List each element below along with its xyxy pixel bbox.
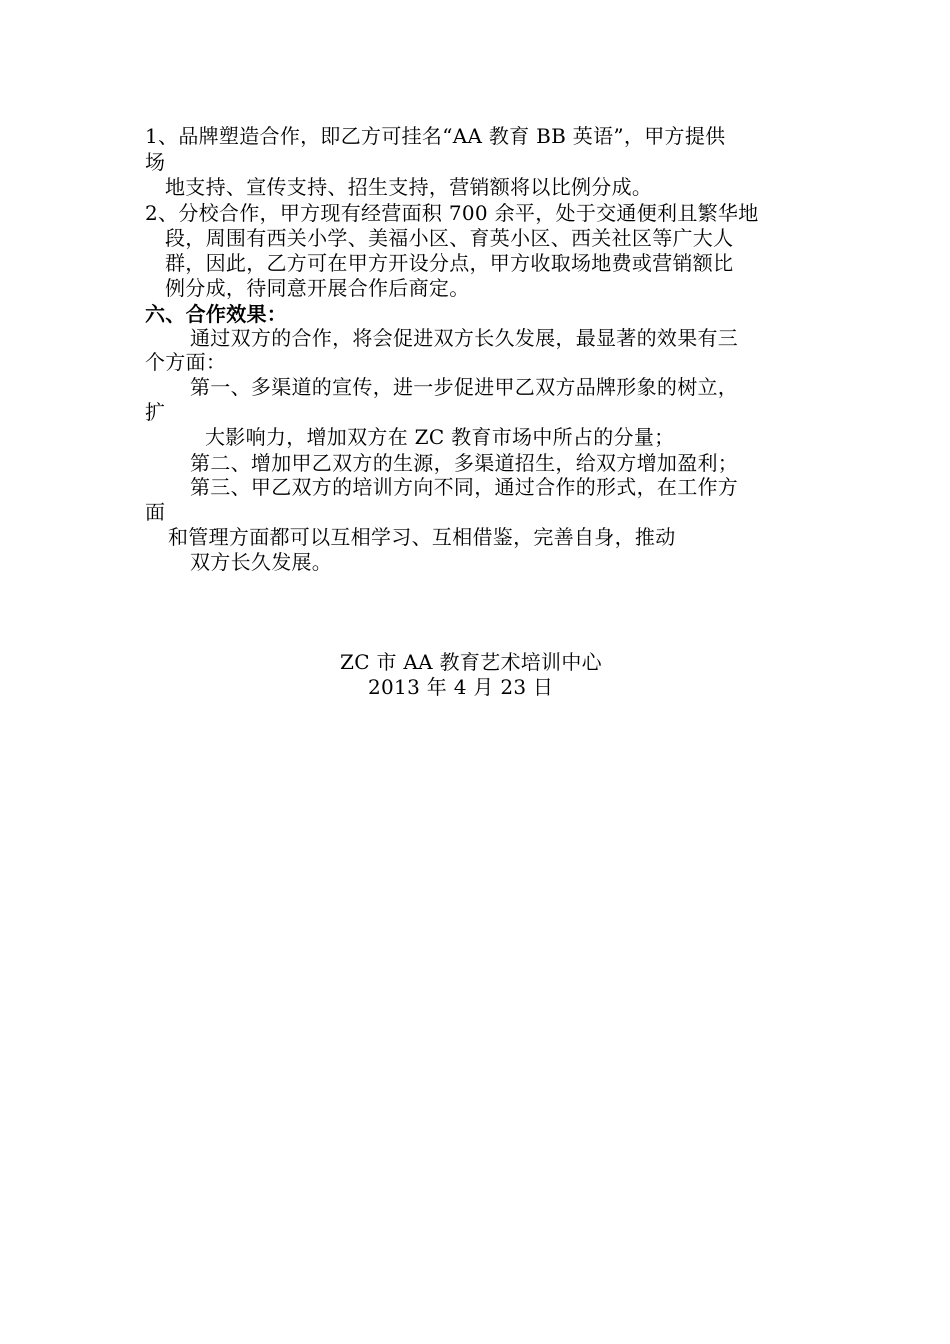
section6-first-line3: 大影响力，增加双方在 ZC 教育市场中所占的分量；: [205, 425, 675, 449]
item2-line4: 例分成，待同意开展合作后商定。: [165, 276, 470, 300]
section6-first-line2: 扩: [145, 400, 166, 424]
signature-date: 2013 年 4 月 23 日: [368, 675, 554, 699]
section6-third-line2: 面: [145, 500, 166, 524]
item1-line3: 地支持、宣传支持、招生支持，营销额将以比例分成。: [165, 175, 653, 199]
section6-third-line3: 和管理方面都可以互相学习、互相借鉴，完善自身，推动: [168, 525, 676, 549]
section6-heading: 六、合作效果：: [145, 302, 288, 326]
section6-intro-line1: 通过双方的合作，将会促进双方长久发展，最显著的效果有三: [190, 326, 739, 350]
section6-second-line1: 第二、增加甲乙双方的生源，多渠道招生，给双方增加盈利；: [190, 451, 739, 475]
section6-third-line4: 双方长久发展。: [190, 550, 333, 574]
section6-intro-line2: 个方面：: [145, 350, 227, 374]
item1-line2: 场: [145, 150, 166, 174]
item2-line2: 段，周围有西关小学、美福小区、育英小区、西关社区等广大人: [165, 226, 734, 250]
item2-line1: 2、分校合作，甲方现有经营面积 700 余平，处于交通便利且繁华地: [145, 201, 759, 225]
signature-organization: ZC 市 AA 教育艺术培训中心: [340, 650, 602, 674]
item2-line3: 群，因此，乙方可在甲方开设分点，甲方收取场地费或营销额比: [165, 251, 734, 275]
section6-first-line1: 第一、多渠道的宣传，进一步促进甲乙双方品牌形象的树立，: [190, 375, 739, 399]
section6-third-line1: 第三、甲乙双方的培训方向不同，通过合作的形式，在工作方: [190, 475, 739, 499]
item1-line1: 1、品牌塑造合作，即乙方可挂名“AA 教育 BB 英语”，甲方提供: [145, 124, 726, 148]
